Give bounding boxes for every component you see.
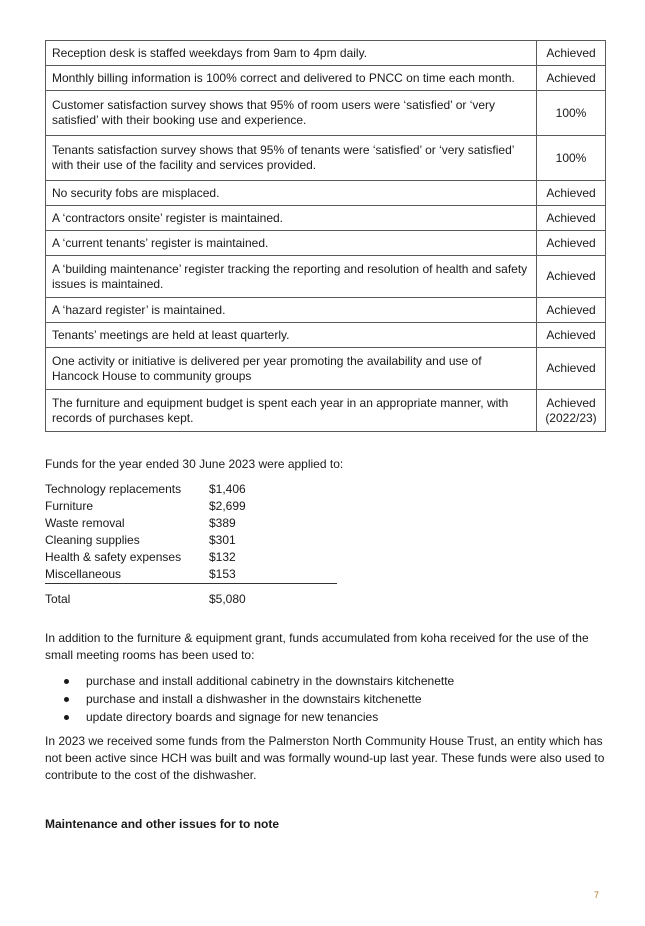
funds-category: Technology replacements <box>45 482 182 496</box>
table-row <box>46 66 606 91</box>
bullet-icon <box>64 679 69 684</box>
result-cell: Achieved <box>537 231 606 256</box>
funds-amount: $389 <box>209 516 236 530</box>
table-row <box>46 136 606 181</box>
measure-cell: A ‘building maintenance’ register tracking the reporting and resolution of health and safety issues is maintained. <box>46 256 537 298</box>
measure-cell: Monthly billing information is 100% correct and delivered to PNCC on time each month. <box>46 66 537 91</box>
table-row <box>46 41 606 66</box>
funds-total-row <box>45 584 337 609</box>
funds-amount: $1,406 <box>209 482 246 496</box>
measure-cell: Customer satisfaction survey shows that 95% of room users were ‘satisfied’ or ‘very satisfied’ with their booking use and experience. <box>46 91 537 136</box>
result-value: Achieved <box>546 395 596 410</box>
bullet-list <box>45 673 605 727</box>
bullet-icon <box>64 697 69 702</box>
table-row <box>46 206 606 231</box>
list-item <box>45 673 605 691</box>
funds-total-label: Total <box>45 584 209 609</box>
table-row <box>46 348 606 390</box>
funds-row <box>45 532 337 549</box>
result-cell: Achieved <box>537 181 606 206</box>
funds-amount: $153 <box>209 567 236 581</box>
result-cell: Achieved <box>537 41 606 66</box>
section-heading: Maintenance and other issues for to note <box>45 817 280 831</box>
measure-cell: No security fobs are misplaced. <box>46 181 537 206</box>
trust-paragraph: In 2023 we received some funds from the Palmerston North Community House Trust, an entity which has not been active since HCH was built and was formally wound-up last year. These funds were also used to contribute to the cost of the dishwasher. <box>45 734 605 782</box>
funds-table <box>45 481 337 608</box>
result-cell: Achieved <box>537 348 606 390</box>
measure-cell: Reception desk is staffed weekdays from 9am to 4pm daily. <box>46 41 537 66</box>
result-cell: 100% <box>537 136 606 181</box>
bullet-icon <box>64 715 69 720</box>
funds-category: Waste removal <box>45 516 125 530</box>
result-note: (2022/23) <box>545 410 597 425</box>
measure-cell: One activity or initiative is delivered per year promoting the availability and use of Hancock House to community groups <box>46 348 537 390</box>
funds-amount: $301 <box>209 533 236 547</box>
list-item <box>45 691 605 709</box>
page-number: 7 <box>594 890 600 900</box>
funds-row <box>45 498 337 515</box>
funds-amount: $2,699 <box>209 499 246 513</box>
table-row <box>46 181 606 206</box>
list-item-text: purchase and install a dishwasher in the downstairs kitchenette <box>86 692 422 706</box>
result-cell: Achieved <box>537 256 606 298</box>
additional-funds-paragraph: In addition to the furniture & equipment grant, funds accumulated from koha received for the use of the small meeting rooms has been used to: <box>45 631 589 662</box>
list-item <box>45 709 605 727</box>
result-cell: Achieved <box>537 206 606 231</box>
funds-category: Furniture <box>45 499 94 513</box>
table-row <box>46 256 606 298</box>
table-row <box>46 390 606 432</box>
funds-intro: Funds for the year ended 30 June 2023 were applied to: <box>45 457 344 471</box>
measure-cell: The furniture and equipment budget is spent each year in an appropriate manner, with records of purchases kept. <box>46 390 537 432</box>
result-cell <box>537 390 606 432</box>
funds-row <box>45 566 337 584</box>
result-cell: 100% <box>537 91 606 136</box>
funds-row <box>45 515 337 532</box>
funds-row <box>45 481 337 498</box>
result-cell: Achieved <box>537 323 606 348</box>
funds-amount: $132 <box>209 550 236 564</box>
result-cell: Achieved <box>537 298 606 323</box>
measure-cell: Tenants satisfaction survey shows that 95% of tenants were ‘satisfied’ or ‘very satisfied’ with their use of the facility and services provided. <box>46 136 537 181</box>
funds-category: Health & safety expenses <box>45 550 182 564</box>
table-row <box>46 298 606 323</box>
table-row <box>46 323 606 348</box>
table-row <box>46 231 606 256</box>
kpi-table <box>45 40 606 432</box>
measure-cell: A ‘hazard register’ is maintained. <box>46 298 537 323</box>
measure-cell: A ‘contractors onsite’ register is maintained. <box>46 206 537 231</box>
funds-category: Cleaning supplies <box>45 533 140 547</box>
funds-row <box>45 549 337 566</box>
funds-total-amount: $5,080 <box>209 584 337 609</box>
measure-cell: A ‘current tenants’ register is maintained. <box>46 231 537 256</box>
table-row <box>46 91 606 136</box>
result-cell: Achieved <box>537 66 606 91</box>
list-item-text: update directory boards and signage for new tenancies <box>86 710 379 724</box>
list-item-text: purchase and install additional cabinetry in the downstairs kitchenette <box>86 674 455 688</box>
funds-category: Miscellaneous <box>45 567 122 581</box>
measure-cell: Tenants’ meetings are held at least quarterly. <box>46 323 537 348</box>
